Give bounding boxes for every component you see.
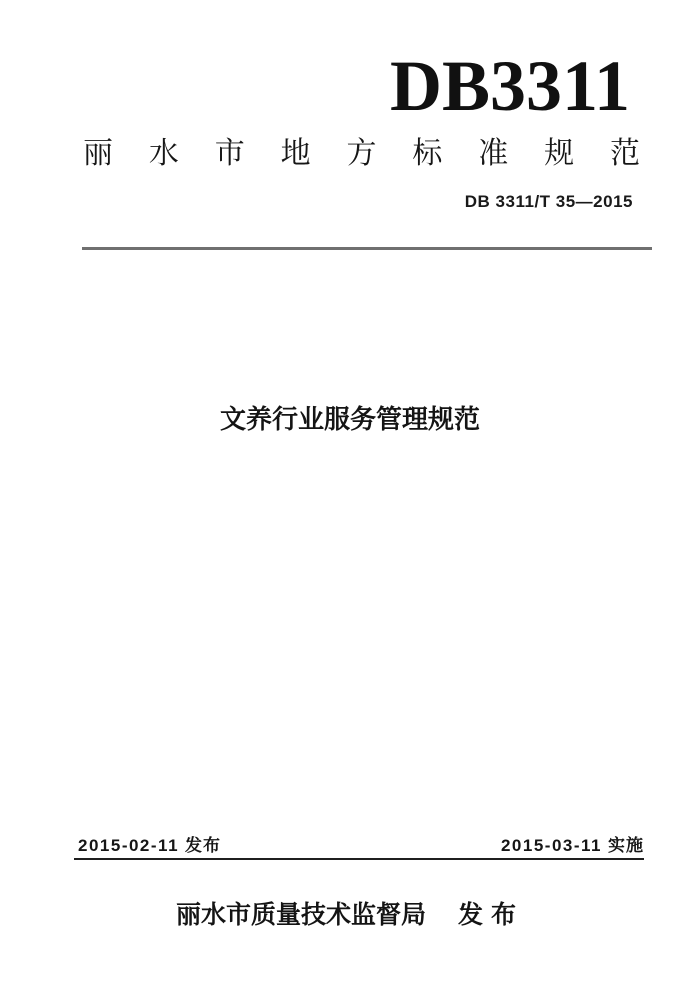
publisher-name: 丽水市质量技术监督局 [175,901,426,929]
dates-row [78,835,644,857]
issue-date: 2015-02-11 [78,836,180,855]
standard-name-char: 地 [280,137,311,170]
document-title: 文养行业服务管理规范 [219,404,480,434]
standard-name-char: 水 [148,137,179,170]
thick-divider [82,247,652,250]
standard-name-char: 范 [610,137,640,170]
standard-name-char: 规 [544,137,575,170]
standard-name-line [83,136,640,172]
standard-code: DB3311 [389,46,630,126]
standard-name-char: 市 [214,137,245,170]
implement-date-label: 实施 [608,836,644,855]
implement-date-group [501,835,644,857]
publisher-row [0,899,700,931]
standard-name-char: 准 [478,137,509,170]
publish-label: 发布 [458,901,525,929]
thin-divider [74,858,644,860]
standard-name-char: 丽 [83,137,113,170]
issue-date-label: 发布 [185,836,222,855]
issue-date-group [78,835,221,857]
doc-number: DB 3311/T 35—2015 [464,192,633,211]
implement-date: 2015-03-11 [500,836,602,855]
standard-name-char: 标 [412,137,443,170]
standard-name-char: 方 [346,137,377,170]
